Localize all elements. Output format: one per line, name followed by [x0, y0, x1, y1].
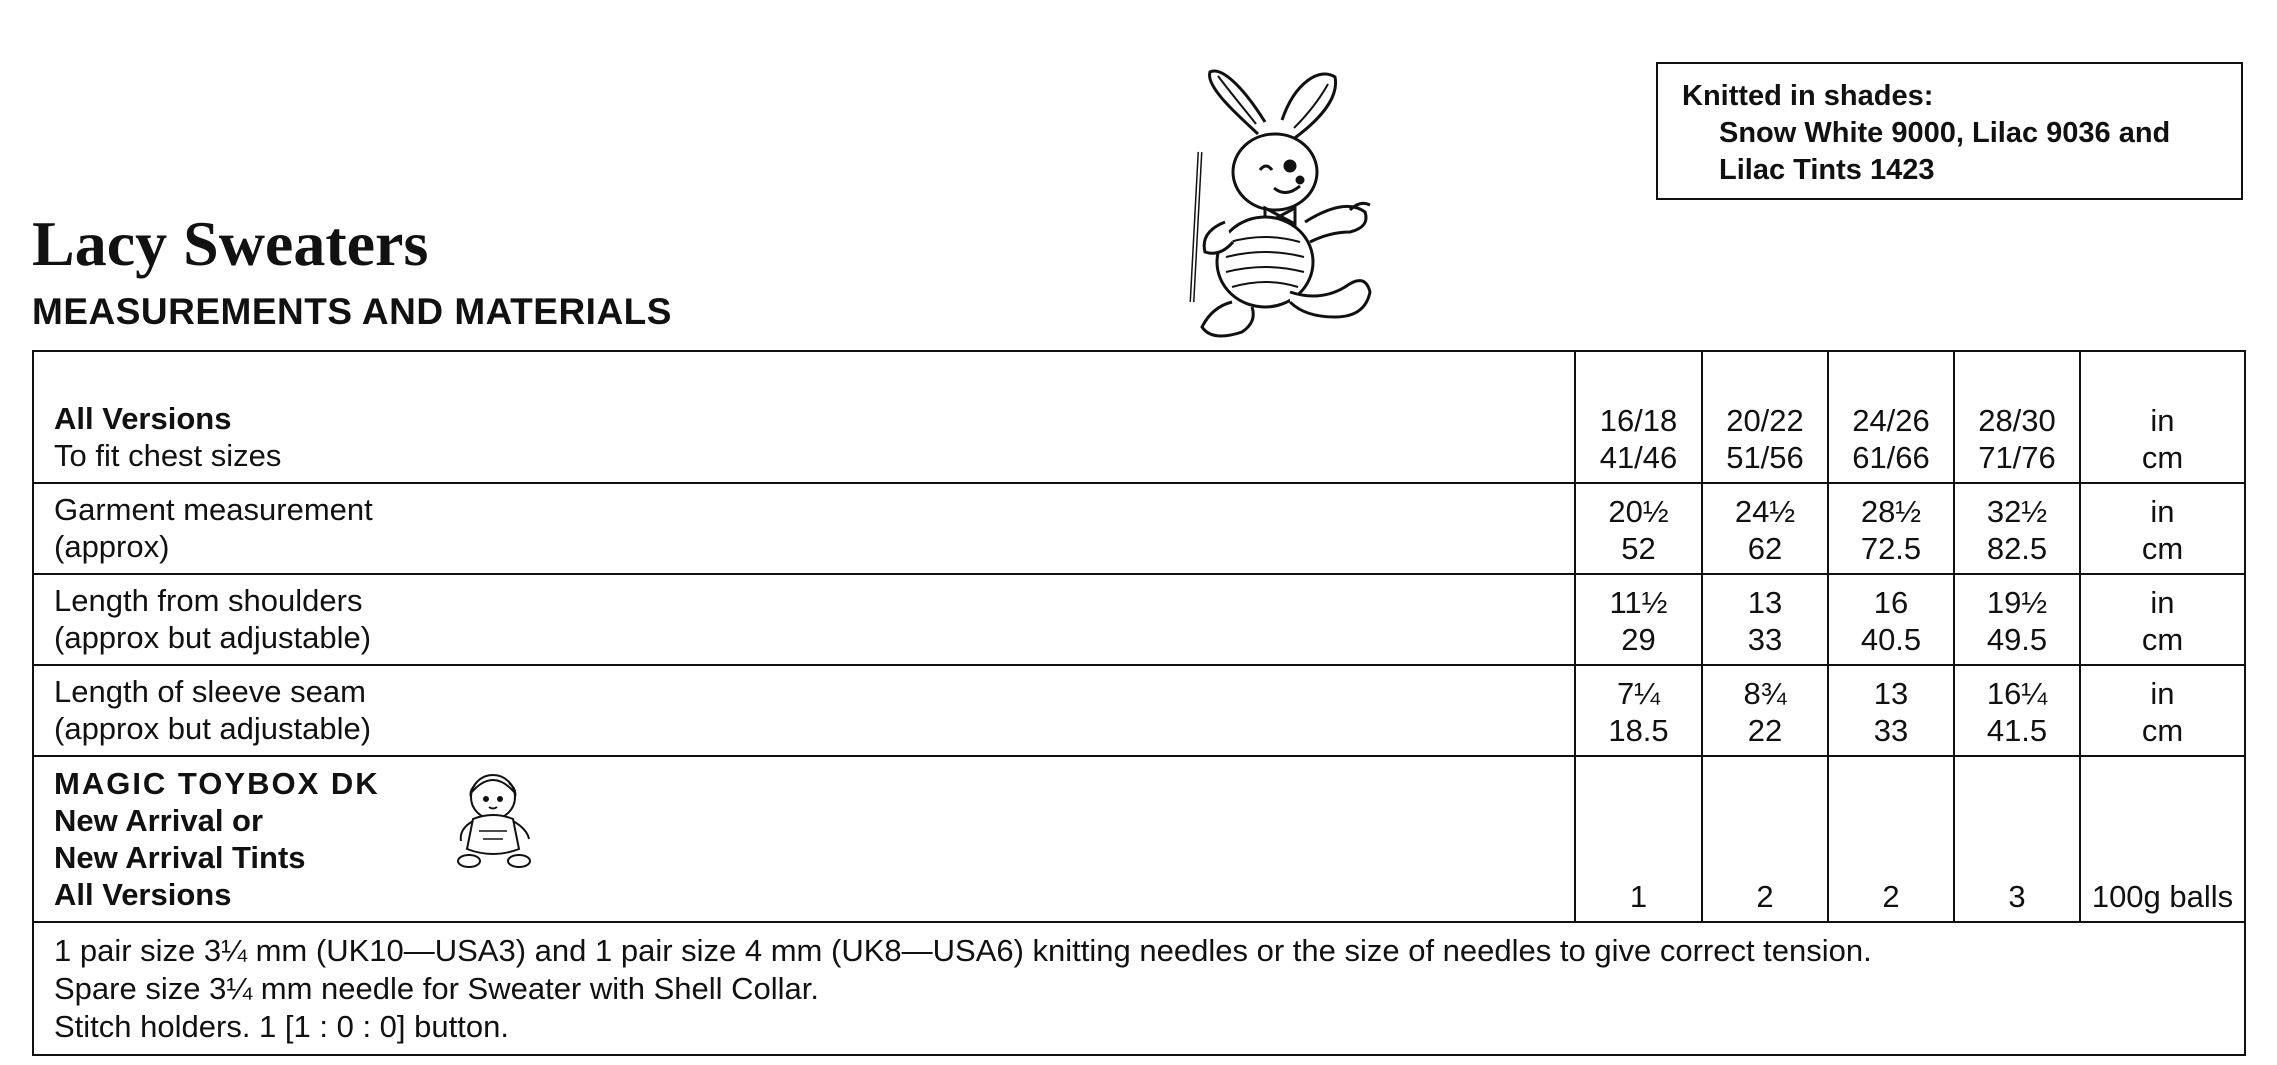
row-label-bold: All Versions [54, 401, 232, 436]
table-row [33, 483, 2245, 574]
size-cell: 28½ 72.5 [1828, 483, 1954, 574]
unit-cell: in cm [2080, 351, 2245, 483]
yarn-label: MAGIC TOYBOX DK New Arrival or New Arrival Tints All Versions [33, 756, 1575, 922]
page-subtitle: MEASUREMENTS AND MATERIALS [32, 291, 672, 332]
size-cell: 20/22 51/56 [1702, 351, 1828, 483]
size-cell: 11½ 29 [1575, 574, 1702, 665]
balls-cell: 1 [1575, 756, 1702, 922]
rabbit-illustration [1170, 62, 1390, 347]
shades-line-1: Snow White 9000, Lilac 9036 and [1719, 117, 2171, 149]
size-cell: 13 33 [1828, 665, 1954, 756]
size-cell: 20½ 52 [1575, 483, 1702, 574]
size-cell: 24½ 62 [1702, 483, 1828, 574]
row-label-text: To fit chest sizes [54, 438, 282, 473]
size-cell: 19½ 49.5 [1954, 574, 2080, 665]
page-title: Lacy Sweaters [32, 208, 429, 279]
unit-cell: in cm [2080, 483, 2245, 574]
size-cell: 28/30 71/76 [1954, 351, 2080, 483]
size-cell: 8¾ 22 [1702, 665, 1828, 756]
shades-box [1656, 62, 2243, 200]
shades-heading: Knitted in shades: [1682, 80, 1934, 112]
size-cell: 7¼ 18.5 [1575, 665, 1702, 756]
table-row [33, 665, 2245, 756]
yarn-brand: MAGIC TOYBOX DK [54, 766, 380, 801]
materials-cell [33, 922, 2245, 1055]
balls-cell: 3 [1954, 756, 2080, 922]
unit-cell: in cm [2080, 574, 2245, 665]
table-row [33, 922, 2245, 1055]
row-label: Length of sleeve seam (approx but adjustable) [33, 665, 1575, 756]
shades-line-2: Lilac Tints 1423 [1719, 154, 1935, 186]
balls-cell: 2 [1702, 756, 1828, 922]
balls-cell: 2 [1828, 756, 1954, 922]
size-cell: 16¼ 41.5 [1954, 665, 2080, 756]
materials-line-2: Spare size 3¼ mm needle for Sweater with Shell Collar. [54, 971, 820, 1006]
size-cell: 32½ 82.5 [1954, 483, 2080, 574]
row-label: Length from shoulders (approx but adjustable) [33, 574, 1575, 665]
table-row [33, 756, 2245, 922]
doll-illustration [449, 769, 541, 873]
table-row [33, 351, 2245, 483]
materials-line-3: Stitch holders. 1 [1 : 0 : 0] button. [54, 1009, 509, 1044]
size-cell: 16 40.5 [1828, 574, 1954, 665]
table-row [33, 574, 2245, 665]
materials-line-1: 1 pair size 3¼ mm (UK10—USA3) and 1 pair size 4 mm (UK8—USA6) knitting needles or the size of needles to give correct tension. [54, 933, 1872, 968]
row-label [33, 351, 1575, 483]
unit-cell: in cm [2080, 665, 2245, 756]
size-cell: 16/18 41/46 [1575, 351, 1702, 483]
size-cell: 13 33 [1702, 574, 1828, 665]
size-cell: 24/26 61/66 [1828, 351, 1954, 483]
row-label: Garment measurement (approx) [33, 483, 1575, 574]
unit-cell: 100g balls [2080, 756, 2245, 922]
measurements-table [32, 350, 2246, 1056]
